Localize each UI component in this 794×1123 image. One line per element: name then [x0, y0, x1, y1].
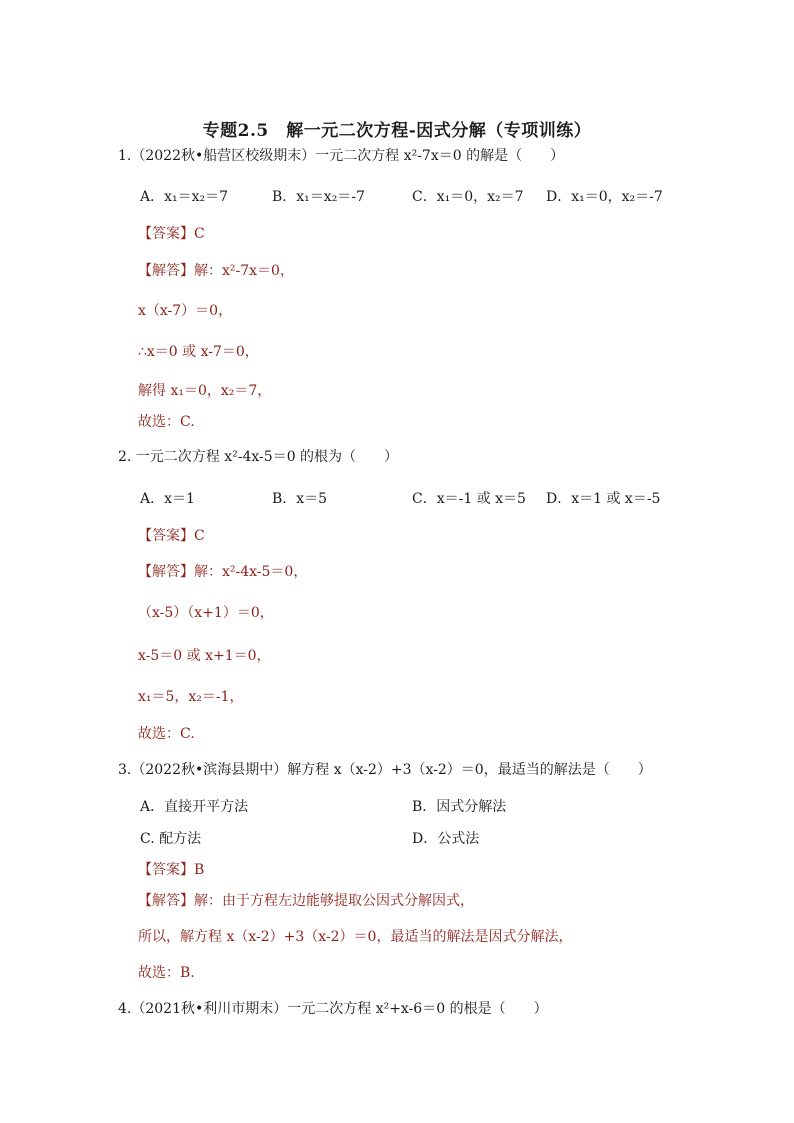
answer-value: B: [194, 862, 205, 878]
q1-solution-line-4: 解得 x₁＝0，x₂＝7，: [138, 383, 272, 399]
solution-text: 解：x²-4x-5＝0，: [194, 564, 308, 580]
solution-text: 解：x²-7x＝0，: [194, 263, 294, 279]
question-1-stem: 1.（2022秋•船营区校级期末）一元二次方程 x²-7x＝0 的解是（ ）: [118, 148, 565, 164]
q3-option-a: A．直接开平方法: [140, 799, 249, 815]
question-4-stem: 4.（2021秋•利川市期末）一元二次方程 x²+x-6＝0 的根是（ ）: [118, 1001, 548, 1017]
q1-solution-line-1: [138, 261, 294, 281]
q1-option-a: A．x₁＝x₂＝7: [140, 189, 229, 205]
answer-label: 【答案】: [138, 862, 194, 878]
q2-answer: [138, 526, 205, 546]
q3-option-c: C. 配方法: [140, 831, 202, 847]
q2-solution-line-2: （x-5）（x+1）＝0，: [138, 605, 274, 621]
q1-solution-line-3: ∴x＝0 或 x-7＝0，: [138, 344, 259, 360]
answer-label: 【答案】: [138, 528, 194, 544]
q1-solution-line-2: x（x-7）＝0，: [138, 303, 233, 319]
q2-solution-line-3: x-5＝0 或 x+1＝0，: [138, 648, 271, 664]
answer-label: 【答案】: [138, 226, 194, 242]
q1-option-c: C．x₁＝0，x₂＝7: [412, 189, 524, 205]
q1-option-b: B．x₁＝x₂＝-7: [272, 189, 365, 205]
q1-solution-line-5: 故选：C.: [138, 414, 195, 430]
answer-value: C: [194, 226, 205, 242]
page-title: 专题2.5 解一元二次方程-因式分解（专项训练）: [202, 121, 592, 141]
q2-option-c: C．x＝-1 或 x＝5: [412, 491, 526, 507]
solution-label: 【解答】: [138, 564, 194, 580]
solution-label: 【解答】: [138, 263, 194, 279]
q2-solution-line-4: x₁＝5，x₂＝-1，: [138, 689, 244, 705]
q3-solution-line-1: [138, 891, 474, 911]
q3-solution-line-3: 故选：B.: [138, 965, 195, 981]
question-3-stem: 3.（2022秋•滨海县期中）解方程 x（x-2）+3（x-2）＝0，最适当的解法是（ ）: [118, 762, 652, 778]
q2-option-a: A．x＝1: [140, 491, 195, 507]
question-2-stem: 2. 一元二次方程 x²-4x-5＝0 的根为（ ）: [118, 449, 399, 465]
q2-option-b: B．x＝5: [272, 491, 328, 507]
solution-text: 解：由于方程左边能够提取公因式分解因式，: [194, 893, 474, 909]
q2-solution-line-1: [138, 562, 307, 582]
q3-answer: [138, 860, 204, 880]
q1-answer: [138, 224, 205, 244]
q2-solution-line-5: 故选：C.: [138, 726, 195, 742]
q1-option-d: D．x₁＝0，x₂＝-7: [546, 189, 663, 205]
q3-solution-line-2: 所以，解方程 x（x-2）+3（x-2）＝0，最适当的解法是因式分解法，: [138, 929, 573, 945]
q3-option-d: D．公式法: [412, 831, 480, 847]
answer-value: C: [194, 528, 205, 544]
q2-option-d: D．x＝1 或 x＝-5: [546, 491, 661, 507]
q3-option-b: B．因式分解法: [412, 799, 507, 815]
solution-label: 【解答】: [138, 893, 194, 909]
